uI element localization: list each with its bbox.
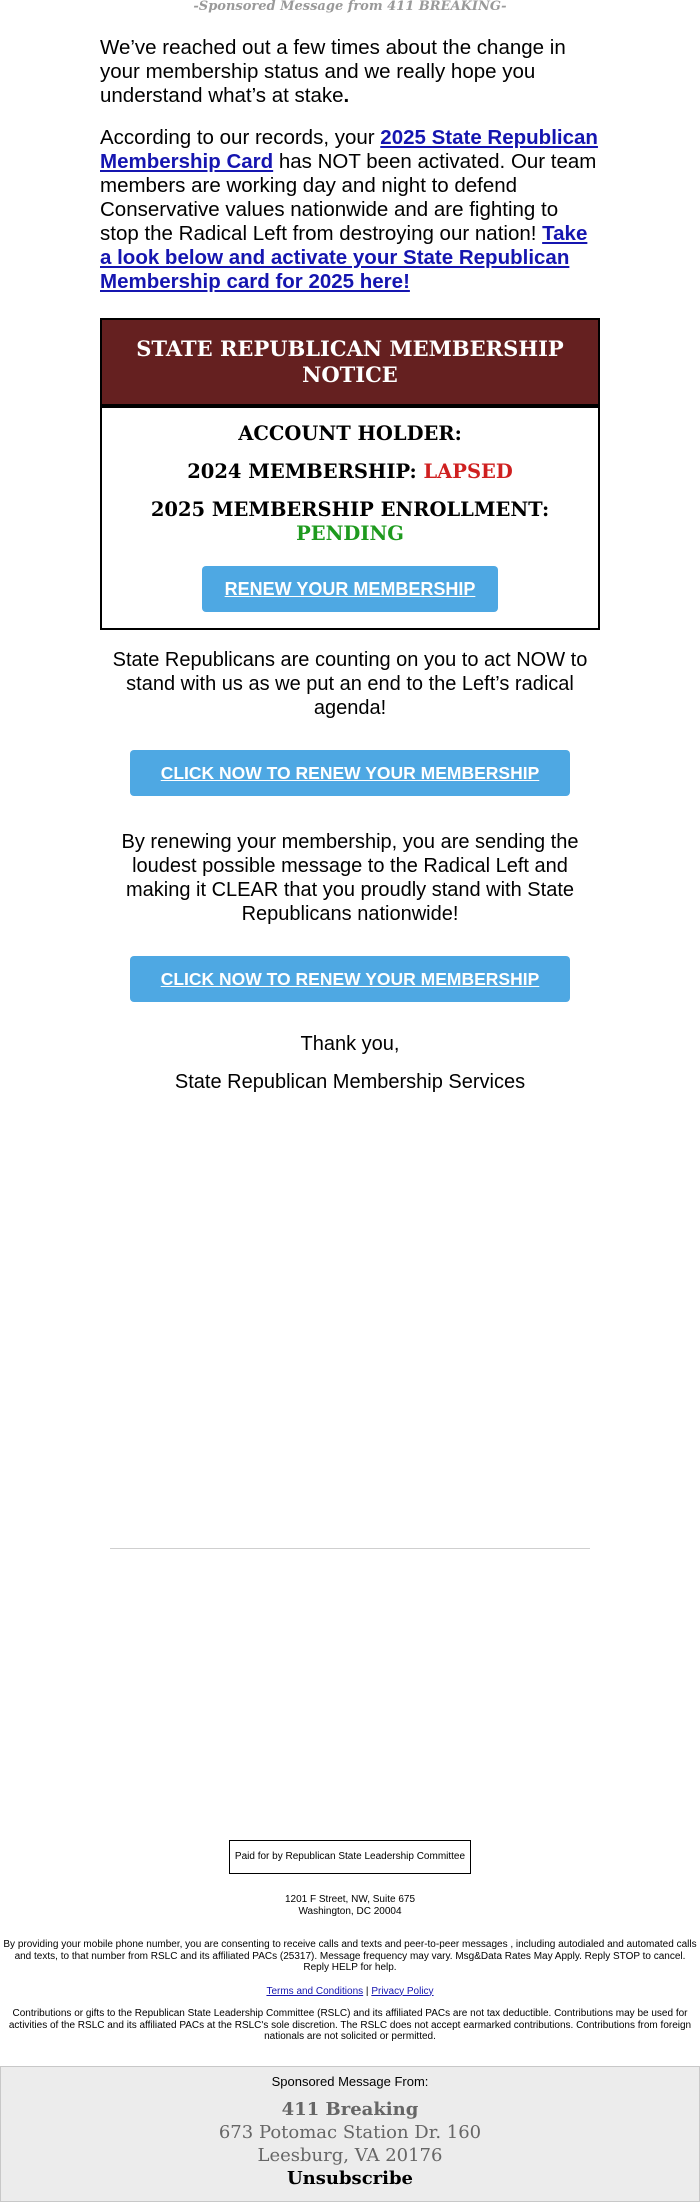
enrollment-2025-label: 2025 MEMBERSHIP ENROLLMENT: [150, 498, 550, 521]
mailing-address [0, 1894, 700, 1917]
sponsored-banner: -Sponsored Message from 411 BREAKING- [193, 0, 507, 14]
link-separator: | [363, 1985, 372, 1997]
email-body [100, 36, 600, 294]
enrollment-2025-line [122, 498, 578, 546]
intro-section [100, 36, 600, 294]
membership-2024-status: LAPSED [423, 460, 513, 483]
cta-wrap-2 [100, 956, 600, 1002]
renew-cta-button-2[interactable]: CLICK NOW TO RENEW YOUR MEMBERSHIP [130, 956, 570, 1002]
thank-you-text: Thank you, [300, 1033, 400, 1055]
policy-links [0, 1986, 700, 1998]
renew-cta-button-1[interactable]: CLICK NOW TO RENEW YOUR MEMBERSHIP [130, 750, 570, 796]
sponsor-footer [0, 2066, 700, 2202]
divider-line [110, 1548, 590, 1549]
renew-membership-button[interactable]: RENEW YOUR MEMBERSHIP [202, 566, 498, 612]
contributions-disclaimer: Contributions or gifts to the Republican State Leadership Committee (RSLC) and its affiliated PACs are not tax deductible. Contributions may be used for activities of the RSLC and its affiliated PACs at the RSLC's sole discretion. The RSLC does not accept earmarked contributions. Contributions from foreign nationals are not solicited or permitted. [8, 2008, 692, 2042]
enrollment-2025-status: PENDING [296, 522, 404, 545]
unsubscribe-link[interactable]: Unsubscribe [286, 2168, 414, 2189]
sms-disclaimer: By providing your mobile phone number, you are consenting to receive calls and texts and peer-to-peer messages , including autodialed and automated calls and texts, to that number from RSLC and its affiliated PACs (25317). Message frequency may vary. Msg&Data Rates May Apply. Reply STOP to cancel. Reply HELP for help. [3, 1939, 697, 1973]
sponsor-name: 411 Breaking [281, 2099, 419, 2120]
footer-label: Sponsored Message From: [271, 2074, 429, 2089]
account-holder-label: ACCOUNT HOLDER: [238, 422, 462, 445]
cta-wrap-1 [100, 750, 600, 796]
signature-text: State Republican Membership Services [174, 1071, 526, 1093]
membership-2024-label: 2024 MEMBERSHIP: [187, 460, 424, 483]
intro-text-1: We’ve reached out a few times about the change in your membership status and we really hope you understand what’s at stake [100, 36, 566, 107]
sponsor-city: Leesburg, VA 20176 [257, 2145, 443, 2166]
appeal-section [100, 648, 600, 1094]
membership-notice-box [100, 318, 600, 630]
membership-2024-line [122, 460, 578, 484]
activate-card-link[interactable]: Take a look below and activate your State Republican Membership card for 2025 here! [100, 222, 588, 293]
notice-body [102, 408, 598, 628]
paid-for-box: Paid for by Republican State Leadership Committee [229, 1840, 471, 1874]
sponsor-street: 673 Potomac Station Dr. 160 [218, 2122, 482, 2143]
membership-card-link[interactable]: 2025 State Republican Membership Card [100, 126, 598, 173]
appeal-paragraph-1: State Republicans are counting on you to act NOW to stand with us as we put an end to the Left’s radical agenda! [112, 649, 588, 719]
intro-text-1-period: . [343, 84, 350, 107]
notice-title: STATE REPUBLICAN MEMBERSHIP NOTICE [102, 320, 598, 408]
terms-link[interactable]: Terms and Conditions [266, 1985, 364, 1997]
intro-paragraph-1 [100, 36, 600, 108]
privacy-link[interactable]: Privacy Policy [371, 1985, 434, 1997]
intro-text-2a: According to our records, your [100, 126, 381, 149]
appeal-paragraph-2: By renewing your membership, you are sending the loudest possible message to the Radical Left and making it CLEAR that you proudly stand with State Republicans nationwide! [121, 831, 579, 925]
intro-paragraph-2 [100, 126, 600, 294]
address-line-1: 1201 F Street, NW, Suite 675 [284, 1894, 416, 1905]
intro-text-2b: has NOT been activated. Our team members are working day and night to defend Conservative values nationwide and are fighting to stop the Radical Left from destroying our nation! [100, 150, 597, 245]
address-line-2: Washington, DC 20004 [298, 1905, 402, 1917]
